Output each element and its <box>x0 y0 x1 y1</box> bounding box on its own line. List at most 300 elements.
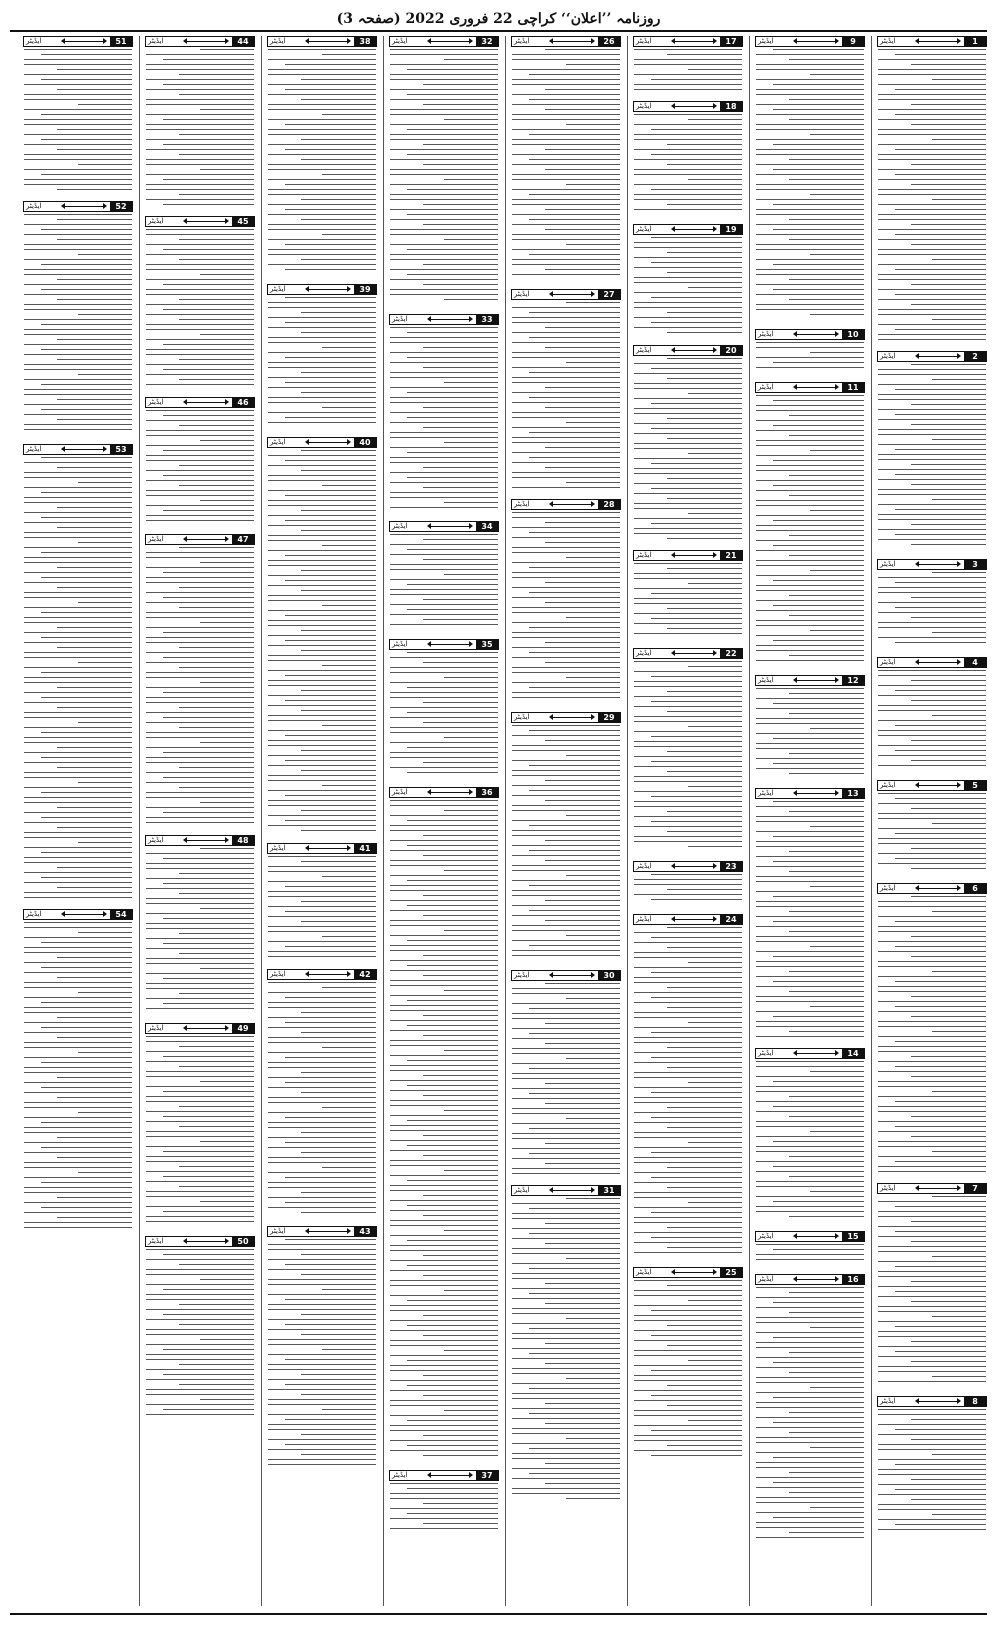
text-line <box>41 577 132 578</box>
text-line <box>24 1202 132 1203</box>
text-line <box>390 727 498 728</box>
notice-text-block <box>511 512 621 707</box>
text-line <box>390 1450 498 1451</box>
text-line <box>773 605 864 606</box>
text-line <box>789 555 864 556</box>
text-line <box>911 680 986 681</box>
notice-label: ایڈیٹر <box>392 1471 408 1479</box>
text-line <box>932 379 986 380</box>
text-line <box>512 1123 620 1124</box>
notice <box>755 788 865 1045</box>
text-line <box>651 899 742 900</box>
text-line <box>41 54 132 55</box>
text-line <box>57 1197 132 1198</box>
text-line <box>163 119 254 120</box>
text-line <box>57 587 132 588</box>
text-line <box>268 119 376 120</box>
text-line <box>24 772 132 773</box>
text-line <box>268 1102 376 1103</box>
text-line <box>895 114 986 115</box>
notice-number: 35 <box>476 640 498 649</box>
text-line <box>200 334 254 335</box>
text-line <box>390 1200 498 1201</box>
text-line <box>878 1201 986 1202</box>
text-line <box>444 119 498 120</box>
text-line <box>512 1013 620 1014</box>
text-line <box>878 144 986 145</box>
text-line <box>390 830 498 831</box>
text-line <box>773 289 864 290</box>
text-line <box>24 717 132 718</box>
notice-label: ایڈیٹر <box>270 37 286 45</box>
notice-header <box>877 36 987 47</box>
text-line <box>407 477 498 478</box>
text-line <box>756 1121 864 1122</box>
text-line <box>512 382 620 383</box>
text-line <box>268 891 376 892</box>
text-line <box>667 378 742 379</box>
text-line <box>895 1161 986 1162</box>
text-line <box>756 515 864 516</box>
text-line <box>268 224 376 225</box>
text-line <box>301 921 376 922</box>
text-line <box>667 1187 742 1188</box>
double-arrow-icon <box>186 221 226 222</box>
notice <box>755 36 865 326</box>
text-line <box>667 1445 742 1446</box>
text-line <box>24 1067 132 1068</box>
text-line <box>789 1096 864 1097</box>
text-line <box>634 1242 742 1243</box>
text-line <box>24 124 132 125</box>
text-line <box>57 149 132 150</box>
notice-label: ایڈیٹر <box>514 290 530 298</box>
text-line <box>146 938 254 939</box>
text-line <box>566 1378 620 1379</box>
text-line <box>688 1202 742 1203</box>
text-line <box>24 184 132 185</box>
text-line <box>529 372 620 373</box>
text-line <box>268 800 376 801</box>
text-line <box>268 992 376 993</box>
text-line <box>390 1425 498 1426</box>
text-line <box>545 1363 620 1364</box>
text-line <box>146 64 254 65</box>
text-line <box>512 865 620 866</box>
text-line <box>268 154 376 155</box>
text-line <box>651 1430 742 1431</box>
text-line <box>634 1182 742 1183</box>
text-line <box>407 1240 498 1241</box>
text-line <box>529 790 620 791</box>
notice-text-block <box>389 652 499 782</box>
text-line <box>667 164 742 165</box>
text-line <box>285 1264 376 1265</box>
text-line <box>878 1001 986 1002</box>
text-line <box>390 49 498 50</box>
text-line <box>179 1324 254 1325</box>
text-line <box>688 393 742 394</box>
text-line <box>756 891 864 892</box>
text-line <box>390 589 498 590</box>
double-arrow-icon <box>430 41 470 42</box>
text-line <box>390 1210 498 1211</box>
text-line <box>24 837 132 838</box>
notice-number: 12 <box>842 676 864 685</box>
text-line <box>529 397 620 398</box>
text-line <box>407 1205 498 1206</box>
text-line <box>634 942 742 943</box>
text-line <box>756 1332 864 1333</box>
text-line <box>878 1011 986 1012</box>
text-line <box>634 74 742 75</box>
text-line <box>756 164 864 165</box>
text-line <box>773 921 864 922</box>
notice-number: 38 <box>354 37 376 46</box>
text-line <box>756 996 864 997</box>
text-line <box>756 430 864 431</box>
text-line <box>756 1297 864 1298</box>
text-line <box>756 718 864 719</box>
text-line <box>529 850 620 851</box>
text-line <box>634 282 742 283</box>
notice-number: 13 <box>842 789 864 798</box>
text-line <box>200 1081 254 1082</box>
text-line <box>512 1048 620 1049</box>
double-arrow-icon <box>796 680 836 681</box>
text-line <box>301 332 376 333</box>
double-arrow-icon <box>674 555 714 556</box>
text-line <box>444 59 498 60</box>
notice <box>145 835 255 1020</box>
notice-number: 21 <box>720 551 742 560</box>
text-line <box>285 735 376 736</box>
text-line <box>163 59 254 60</box>
text-line <box>301 159 376 160</box>
text-line <box>390 980 498 981</box>
text-line <box>789 931 864 932</box>
text-line <box>789 475 864 476</box>
text-line <box>756 540 864 541</box>
text-line <box>200 1339 254 1340</box>
text-line <box>285 244 376 245</box>
text-line <box>512 637 620 638</box>
text-line <box>407 772 498 773</box>
text-line <box>878 986 986 987</box>
text-line <box>24 99 132 100</box>
notice-text-block <box>633 927 743 1262</box>
text-line <box>285 269 376 270</box>
text-line <box>390 169 498 170</box>
column-8 <box>23 36 133 1606</box>
text-line <box>41 672 132 673</box>
text-line <box>322 876 376 877</box>
text-line <box>423 487 498 488</box>
text-line <box>24 742 132 743</box>
text-line <box>512 805 620 806</box>
text-line <box>322 234 376 235</box>
text-line <box>146 1061 254 1062</box>
text-line <box>444 677 498 678</box>
notice <box>145 397 255 531</box>
text-line <box>878 1311 986 1312</box>
text-line <box>932 1091 986 1092</box>
notice-number: 43 <box>354 1227 376 1236</box>
notice-header <box>145 534 255 545</box>
text-line <box>667 711 742 712</box>
text-line <box>911 164 986 165</box>
text-line <box>146 54 254 55</box>
text-line <box>163 692 254 693</box>
text-line <box>146 1181 254 1182</box>
text-line <box>268 104 376 105</box>
notice-number: 3 <box>964 560 986 569</box>
newspaper-page <box>10 8 987 1615</box>
text-line <box>268 412 376 413</box>
text-line <box>756 244 864 245</box>
text-line <box>24 1092 132 1093</box>
text-line <box>163 204 254 205</box>
text-line <box>268 1424 376 1425</box>
text-line <box>529 134 620 135</box>
text-line <box>24 522 132 523</box>
text-line <box>285 1022 376 1023</box>
text-line <box>688 846 742 847</box>
text-line <box>634 588 742 589</box>
text-line <box>179 1066 254 1067</box>
text-line <box>932 1316 986 1317</box>
text-line <box>423 1455 498 1456</box>
text-line <box>566 755 620 756</box>
text-line <box>756 1061 864 1062</box>
text-line <box>878 1096 986 1097</box>
text-line <box>268 705 376 706</box>
text-line <box>285 520 376 521</box>
text-line <box>146 687 254 688</box>
text-line <box>423 1155 498 1156</box>
text-line <box>57 867 132 868</box>
text-line <box>24 927 132 928</box>
text-line <box>390 579 498 580</box>
text-line <box>268 1067 376 1068</box>
text-line <box>407 249 498 250</box>
text-line <box>911 956 986 957</box>
text-line <box>756 284 864 285</box>
text-line <box>390 1010 498 1011</box>
text-line <box>301 570 376 571</box>
text-line <box>566 935 620 936</box>
text-line <box>390 1508 498 1509</box>
text-line <box>390 1345 498 1346</box>
text-line <box>390 1220 498 1221</box>
notice-text-block <box>267 49 377 279</box>
text-line <box>285 1299 376 1300</box>
text-line <box>651 1310 742 1311</box>
text-line <box>24 892 132 893</box>
text-line <box>634 841 742 842</box>
notice-text-block <box>145 1036 255 1231</box>
text-line <box>146 189 254 190</box>
notice-header <box>633 101 743 112</box>
text-line <box>512 1368 620 1369</box>
notice-header <box>389 314 499 325</box>
text-line <box>268 685 376 686</box>
text-line <box>789 495 864 496</box>
text-line <box>146 963 254 964</box>
text-line <box>911 1056 986 1057</box>
text-line <box>634 139 742 140</box>
text-line <box>634 317 742 318</box>
text-line <box>512 1383 620 1384</box>
text-line <box>390 682 498 683</box>
text-line <box>24 274 132 275</box>
text-line <box>634 623 742 624</box>
text-line <box>390 1270 498 1271</box>
text-line <box>512 1148 620 1149</box>
notice <box>511 36 621 286</box>
text-line <box>390 594 498 595</box>
text-line <box>895 1429 986 1430</box>
text-line <box>390 1365 498 1366</box>
text-line <box>529 1068 620 1069</box>
notice-number: 23 <box>720 862 742 871</box>
text-line <box>756 395 864 396</box>
text-line <box>512 452 620 453</box>
text-line <box>390 850 498 851</box>
text-line <box>773 485 864 486</box>
text-line <box>390 732 498 733</box>
text-line <box>773 425 864 426</box>
text-line <box>390 995 498 996</box>
notice-header <box>23 36 133 47</box>
text-line <box>773 1201 864 1202</box>
text-line <box>932 1376 986 1377</box>
text-line <box>878 254 986 255</box>
text-line <box>512 1028 620 1029</box>
text-line <box>512 417 620 418</box>
text-line <box>268 337 376 338</box>
text-line <box>301 219 376 220</box>
text-line <box>932 911 986 912</box>
text-line <box>773 362 864 363</box>
text-line <box>407 94 498 95</box>
text-line <box>390 114 498 115</box>
text-line <box>878 459 986 460</box>
text-line <box>146 490 254 491</box>
notice-text-block <box>633 874 743 909</box>
text-line <box>390 624 498 625</box>
text-line <box>667 691 742 692</box>
text-line <box>545 1403 620 1404</box>
text-line <box>24 354 132 355</box>
notice <box>633 550 743 645</box>
text-line <box>268 655 376 656</box>
text-line <box>756 124 864 125</box>
text-line <box>512 392 620 393</box>
text-line <box>423 224 498 225</box>
text-line <box>268 1087 376 1088</box>
text-line <box>911 848 986 849</box>
text-line <box>566 1258 620 1259</box>
text-line <box>773 49 864 50</box>
text-line <box>179 647 254 648</box>
text-line <box>146 264 254 265</box>
text-line <box>895 209 986 210</box>
text-line <box>512 1478 620 1479</box>
text-line <box>512 770 620 771</box>
notice-text-block <box>755 688 865 783</box>
text-line <box>634 563 742 564</box>
text-line <box>634 686 742 687</box>
text-line <box>24 677 132 678</box>
text-line <box>390 1260 498 1261</box>
column-divider <box>261 36 262 1606</box>
text-line <box>268 625 376 626</box>
notice-text-block <box>633 1280 743 1465</box>
text-line <box>634 1012 742 1013</box>
notice-label: ایڈیٹر <box>514 1186 530 1194</box>
text-line <box>444 502 498 503</box>
notice-text-block <box>755 342 865 377</box>
text-line <box>895 294 986 295</box>
text-line <box>634 1112 742 1113</box>
text-line <box>146 712 254 713</box>
text-line <box>285 1142 376 1143</box>
text-line <box>390 1285 498 1286</box>
text-line <box>322 545 376 546</box>
notice-header <box>633 861 743 872</box>
text-line <box>390 1070 498 1071</box>
text-line <box>634 443 742 444</box>
text-line <box>634 184 742 185</box>
text-line <box>512 437 620 438</box>
text-line <box>756 916 864 917</box>
text-line <box>57 129 132 130</box>
text-line <box>756 234 864 235</box>
text-line <box>24 234 132 235</box>
text-line <box>24 259 132 260</box>
text-line <box>512 472 620 473</box>
text-line <box>512 1433 620 1434</box>
text-line <box>756 768 864 769</box>
text-line <box>529 1233 620 1234</box>
text-line <box>146 722 254 723</box>
text-line <box>146 948 254 949</box>
notice-header <box>145 216 255 227</box>
text-line <box>200 562 254 563</box>
text-line <box>444 1290 498 1291</box>
text-line <box>773 229 864 230</box>
text-line <box>390 1040 498 1041</box>
text-line <box>423 347 498 348</box>
text-line <box>756 590 864 591</box>
text-line <box>268 906 376 907</box>
text-line <box>268 720 376 721</box>
text-line <box>878 818 986 819</box>
text-line <box>268 229 376 230</box>
text-line <box>163 1409 254 1410</box>
notice-label: ایڈیٹر <box>270 970 286 978</box>
text-line <box>878 1434 986 1435</box>
text-line <box>285 675 376 676</box>
text-line <box>756 881 864 882</box>
text-line <box>756 831 864 832</box>
text-line <box>423 539 498 540</box>
text-line <box>423 1195 498 1196</box>
text-line <box>285 615 376 616</box>
text-line <box>878 74 986 75</box>
notice-number: 27 <box>598 290 620 299</box>
